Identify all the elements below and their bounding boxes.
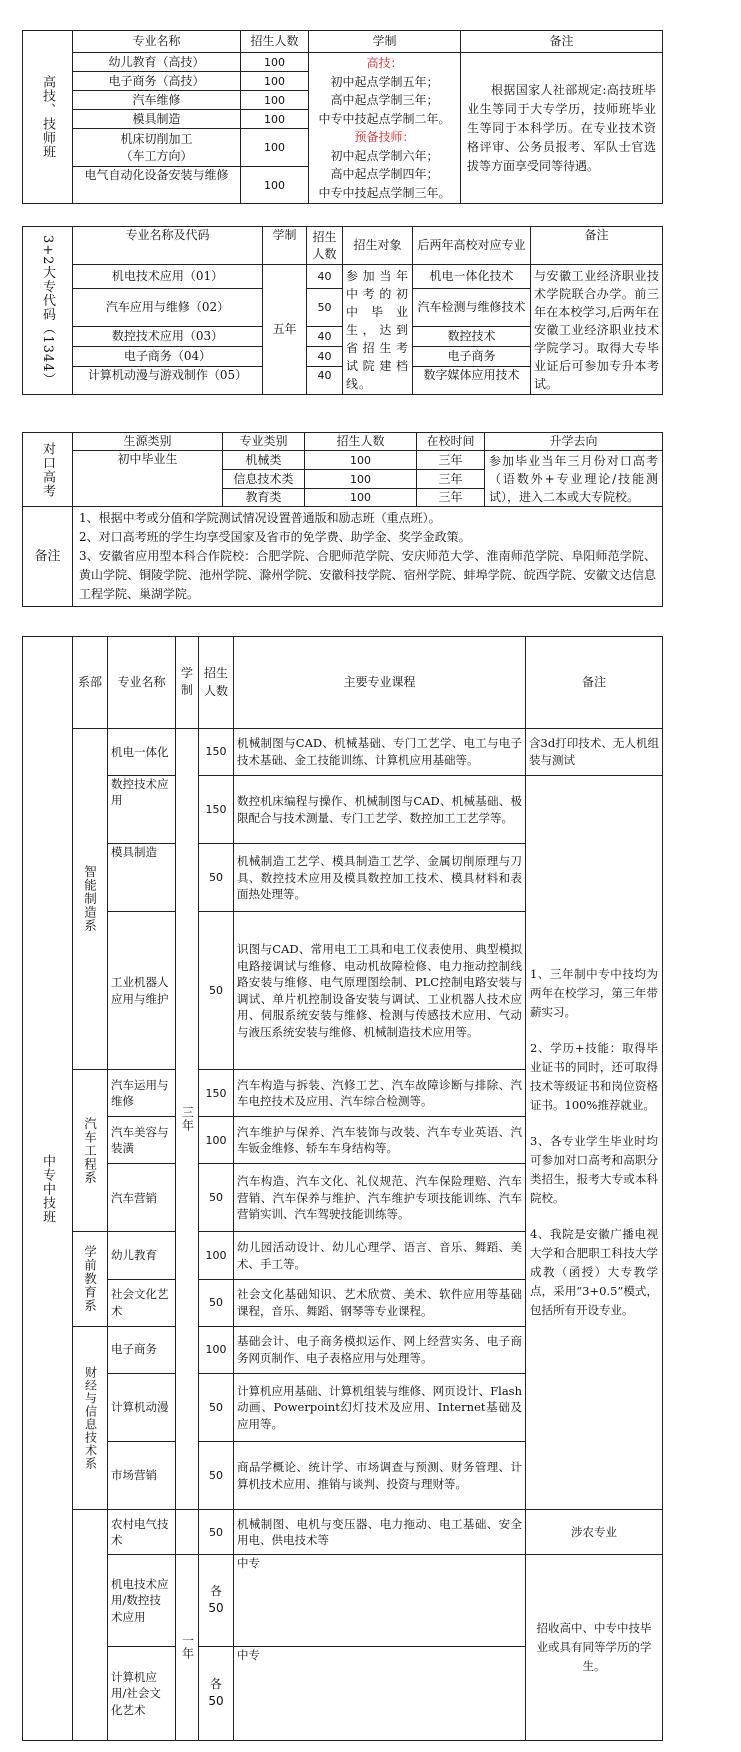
table-college-entrance [22,432,663,607]
major-name: 机床切削加工 （车工方向） [73,129,241,167]
major-category: 机械类 [223,451,305,470]
enroll-count: 150 [199,1070,234,1117]
side-label: 3+2大专代码（1344） [23,227,73,395]
enroll-count: 40 [307,367,343,395]
col-header: 招生人数 [305,433,417,451]
college-major: 机电一体化技术 [413,265,531,289]
dept-label: 汽车工程系 [73,1070,108,1232]
col-header: 专业名称 [73,31,241,53]
col-header: 专业名称及代码 [73,227,263,265]
major-name: 电子商务（高技） [73,72,241,91]
col-header: 招生对象 [343,227,413,265]
enroll-count: 100 [241,167,309,204]
major-name: 计算机应用/社会文化艺术 [108,1646,176,1740]
major-name: 社会文化艺术 [108,1279,176,1326]
enroll-count: 40 [307,265,343,289]
table-senior-technician [22,30,663,204]
col-header: 招生人数 [241,31,309,53]
major-name: 电气自动化设备安装与维修 [73,167,241,204]
course-list: 幼儿园活动设计、幼儿心理学、语言、音乐、舞蹈、美术、手工等。 [234,1232,526,1279]
major-name: 机电技术应用/数控技术应用 [108,1554,176,1646]
table-secondary-vocational [22,636,663,1741]
note: 含3d打印技术、无人机组装与测试 [526,728,663,775]
course-list: 汽车构造、汽车文化、礼仪规范、汽车保险理赔、汽车营销、汽车保养与维护、汽车维护专项技能训练、汽车营销实训、汽车驾驶技能训练等。 [234,1164,526,1232]
col-header: 主要专业课程 [234,637,526,729]
col-header: 生源类别 [73,433,223,451]
enroll-count: 100 [241,129,309,167]
course-list: 中专 [234,1646,526,1740]
col-header: 后两年高校对应专业 [413,227,531,265]
col-header: 备注 [526,637,663,729]
school-system: 高技： 初中起点学制五年； 高中起点学制三年； 中专中技起点学制二年。 预备技师： 初中起点学制六年； 高中起点学制四年； 中专中技起点学制三年。 [309,53,461,204]
major-name: 计算机动漫 [108,1373,176,1441]
course-list: 识图与CAD、常用电工工具和电工仪表使用、典型模拟电路接调试与维修、电动机故障检修、电力拖动控制线路安装与维修、电气原理图绘制、PLC控制电路安装与调试、单片机控制设备安装与调试、工业机器人技术应用、伺服系统安装与维修、检测与传感技术应用、气动与液压系统安装与维修、机械制造技术应用等。 [234,912,526,1070]
enroll-count: 100 [199,1117,234,1164]
table-3plus2 [22,226,663,395]
note: 与安徽工业经济职业技术学院联合办学。前三年在本校学习,后两年在安徽工业经济职业技术学院学习。取得大专毕业证后可参加专升本考试。 [531,265,663,395]
course-list: 计算机应用基础、计算机组装与维修、网页设计、Flash动画、Powerpoint幻灯技术及应用、Internet基础及应用等。 [234,1373,526,1441]
major-name: 农村电气技术 [108,1510,176,1555]
note-item: 3、各专业学生毕业时均可参加对口高考和高职分类招生，报考大专或本科院校。 [530,1134,658,1206]
enroll-count: 40 [307,347,343,367]
major-name: 模具制造 [108,844,176,912]
dept-label: 智能制造系 [73,728,108,1069]
major-name: 汽车运用与维修 [108,1070,176,1117]
dept-label: 学前教育系 [73,1232,108,1326]
major-name: 汽车营销 [108,1164,176,1232]
dept-label-empty [73,1510,108,1741]
college-major: 数控技术 [413,327,531,347]
enroll-count: 50 [199,1164,234,1232]
note-item: 1、三年制中专中技均为两年在校学习，第三年带薪实习。 [530,967,658,1020]
note: 招收高中、中专中技毕业或具有同等学历的学生。 [526,1554,663,1740]
major-name: 汽车维修 [73,91,241,110]
col-header: 备注 [531,227,663,265]
side-label: 中专中技班 [23,637,73,1741]
enroll-count: 100 [305,489,417,507]
course-list: 汽车维护与保养、汽车装饰与改装、汽车专业英语、汽车钣金维修、轿车车身结构等。 [234,1117,526,1164]
course-list: 社会文化基础知识、艺术欣赏、美术、软件应用等基础课程，音乐、舞蹈、钢琴等专业课程。 [234,1279,526,1326]
school-time: 三年 [417,470,485,489]
source-category: 初中毕业生 [73,451,223,507]
side-label: 高技、技师班 [23,31,73,204]
school-time: 三年 [417,489,485,507]
col-header: 专业名称 [108,637,176,729]
course-list: 数控机床编程与操作、机械制图与CAD、机械基础、极限配合与技术测量、专门工艺学、数控加工工艺学等。 [234,775,526,843]
enroll-count: 100 [199,1232,234,1279]
major-name: 市场营销 [108,1441,176,1509]
note-item: 4、我院是安徽广播电视大学和合肥职工科技大学成教（函授）大专教学点，采用“3+0.5”模式，包括所有开设专业。 [530,1227,658,1318]
enroll-count: 50 [199,1510,234,1555]
major-name: 数控技术应用（03） [73,327,263,347]
note: 根据国家人社部规定:高技班毕业生等同于大专学历，技师班毕业生等同于本科学历。在专业技术资格评审、公务员报考、军队士官选拔等方面享受同等待遇。 [461,53,663,204]
enroll-count: 各 50 [199,1646,234,1740]
course-list: 机械制图、电机与变压器、电力拖动、电工基础、安全用电、供电技术等 [234,1510,526,1555]
major-name: 汽车应用与维修（02） [73,289,263,327]
major-name: 模具制造 [73,110,241,129]
col-header: 备注 [461,31,663,53]
note-item: 2、学历+技能：取得毕业证书的同时，还可取得技术等级证书和岗位资格证书。100%推荐就业。 [530,1041,658,1113]
major-name: 电子商务（04） [73,347,263,367]
enroll-count: 各 50 [199,1554,234,1646]
enroll-count: 50 [199,1441,234,1509]
col-header: 在校时间 [417,433,485,451]
major-name: 汽车美容与装潢 [108,1117,176,1164]
col-header: 学制 [263,227,307,265]
enroll-count: 50 [199,844,234,912]
major-name: 电子商务 [108,1326,176,1373]
course-list: 机械制造工艺学、模具制造工艺学、金属切削原理与刀具、数控技术应用及模具数控加工技术、模具材料和表面热处理等。 [234,844,526,912]
col-header: 系部 [73,637,108,729]
enroll-count: 50 [199,1279,234,1326]
course-list: 商品学概论、统计学、市场调查与预测、财务管理、计算机技术应用、推销与谈判、投资与理财等。 [234,1441,526,1509]
dept-label: 财经与信息技术系 [73,1326,108,1510]
col-header: 招生人数 [307,227,343,265]
college-major: 电子商务 [413,347,531,367]
major-category: 教育类 [223,489,305,507]
major-category: 信息技术类 [223,470,305,489]
remark-label: 备注 [23,507,73,607]
major-name: 机电一体化 [108,728,176,775]
course-list: 汽车构造与拆装、汽修工艺、汽车故障诊断与排除、汽车电控技术及应用、汽车综合检测等。 [234,1070,526,1117]
remark-item: 2、对口高考班的学生均享受国家及省市的免学费、助学金、奖学金政策。 [79,530,471,544]
col-header: 招生人数 [199,637,234,729]
enroll-count: 100 [305,470,417,489]
enroll-count: 50 [199,912,234,1070]
enroll-count: 100 [241,110,309,129]
note-block [526,775,663,1509]
major-name: 幼儿教育（高技） [73,53,241,72]
enroll-count: 100 [199,1326,234,1373]
major-name: 工业机器人应用与维护 [108,912,176,1070]
enroll-count: 40 [307,327,343,347]
course-list: 中专 [234,1554,526,1646]
college-major: 数字媒体应用技术 [413,367,531,395]
college-major: 汽车检测与维修技术 [413,289,531,327]
school-time: 三年 [417,451,485,470]
enroll-count: 150 [199,775,234,843]
col-header: 学制 [309,31,461,53]
enroll-count: 150 [199,728,234,775]
enroll-count: 100 [241,53,309,72]
school-system: 五年 [263,265,307,395]
remark-item: 1、根据中考或分值和学院测试情况设置普通版和励志班（重点班）。 [79,511,441,525]
enroll-count: 50 [307,289,343,327]
school-system: 一年 [176,1554,199,1740]
major-name: 幼儿教育 [108,1232,176,1279]
enroll-count: 50 [199,1373,234,1441]
major-name: 数控技术应用 [108,775,176,843]
school-system-empty [176,1510,199,1555]
col-header: 专业类别 [223,433,305,451]
course-list: 基础会计、电子商务模拟运作、网上经营实务、电子商务网页制作、电子表格应用与处理等。 [234,1326,526,1373]
major-name: 机电技术应用（01） [73,265,263,289]
note: 涉农专业 [526,1510,663,1555]
col-header: 学制 [176,637,199,729]
enroll-count: 100 [305,451,417,470]
enroll-target: 参加当年中考的初中毕业生，达到省招生考试院建档线。 [343,265,413,395]
destination: 参加毕业当年三月份对口高考（语数外+专业理论/技能测试），进入二本或大专院校。 [485,451,663,507]
school-system: 三年 [176,728,199,1509]
course-list: 机械制图与CAD、机械基础、专门工艺学、电工与电子技术基础、金工技能训练、计算机应用基础等。 [234,728,526,775]
remarks [73,507,663,607]
col-header: 升学去向 [485,433,663,451]
enroll-count: 100 [241,91,309,110]
side-label: 对口高考 [23,433,73,507]
major-name: 计算机动漫与游戏制作（05） [73,367,263,395]
enroll-count: 100 [241,72,309,91]
remark-item: 3、安徽省应用型本科合作院校：合肥学院、合肥师范学院、安庆师范大学、淮南师范学院、阜阳师范学院、黄山学院、铜陵学院、池州学院、滁州学院、安徽科技学院、宿州学院、蚌埠学院、皖西学院、安徽文达信息工程学院、巢湖学院。 [79,549,656,601]
